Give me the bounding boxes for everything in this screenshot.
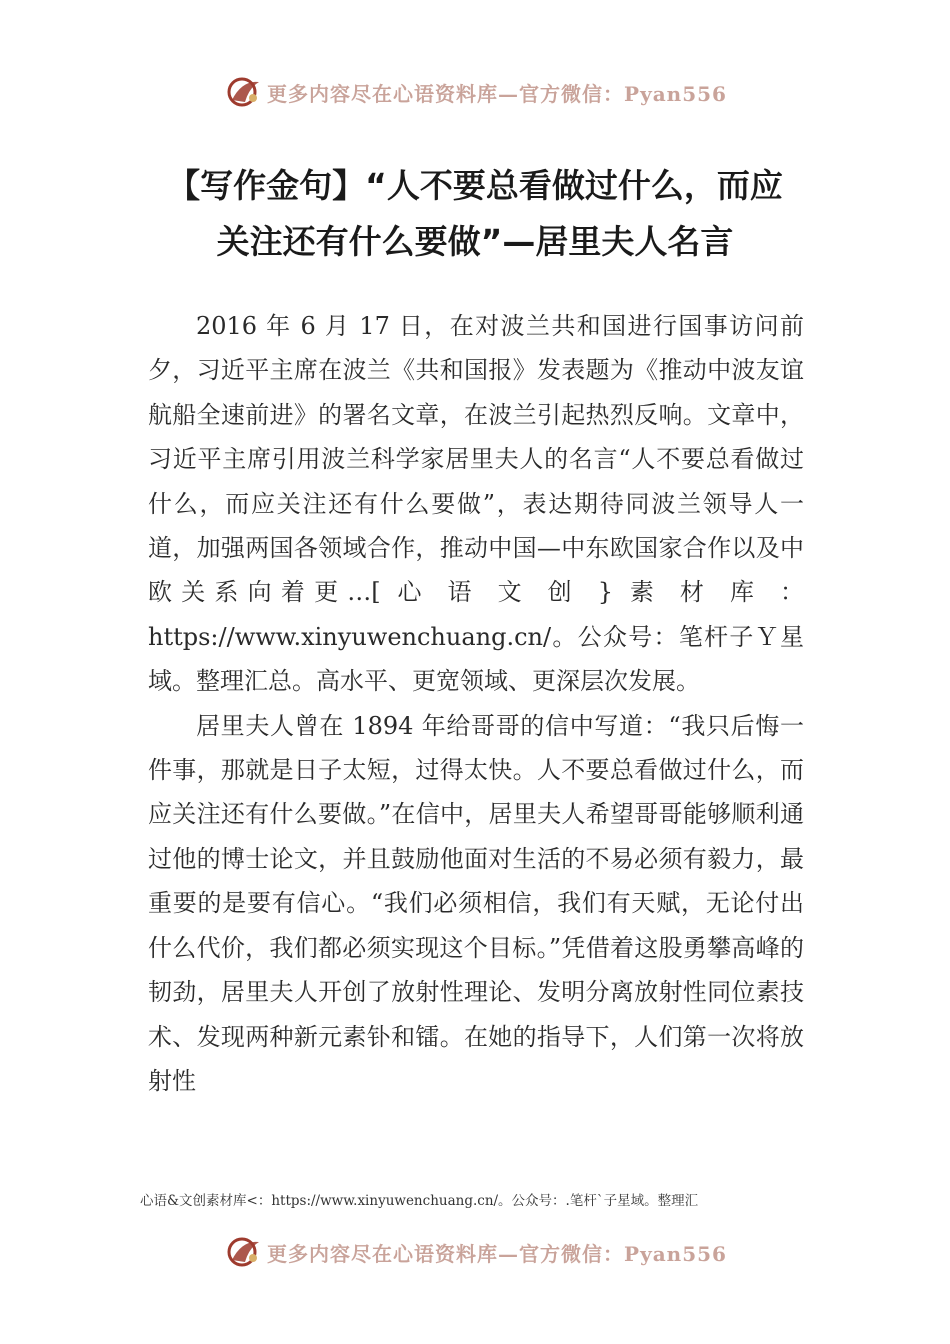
paragraph-1-text: 2016 年 6 月 17 日，在对波兰共和国进行国事访问前夕，习近平主席在波兰《共和国报》发表题为《推动中波友谊航船全速前进》的署名文章，在波兰引起热烈反响。文章中，习近平主席引用波兰科学家居里夫人的名言“人不要总看做过什么，而应关注还有什么要做”，表达期待同波兰领导人一道，加强两国各领域合作，推动中国—中东欧国家合作以及中欧关系向着更… [148,312,804,607]
banner-text: 更多内容尽在心语资料库—官方微信：Pyan556 [267,1241,727,1266]
title-line-2: 关注还有什么要做”—居里夫人名言 [216,222,734,261]
title-line-1: 【写作金句】“人不要总看做过什么，而应 [167,166,783,205]
footer-note: 心语&文创素材库<：https://www.xinyuwenchuang.cn/。公众号：.笔杆`子星域。整理汇 [140,1193,699,1209]
paragraph-2: 居里夫人曾在 1894 年给哥哥的信中写道：“我只后悔一件事，那就是日子太短，过得太快。人不要总看做过什么，而应关注还有什么要做。”在信中，居里夫人希望哥哥能够顺利通过他的博士论文，并且鼓励他面对生活的不易必须有毅力，最重要的是要有信心。“我们必须相信，我们有天赋，无论付出什么代价，我们都必须实现这个目标。”凭借着这股勇攀高峰的韧劲，居里夫人开创了放射性理论、发明分离放射性同位素技术、发现两种新元素钋和镭。在她的指导下，人们第一次将放射性 [148,711,804,1095]
header-banner [0,72,950,112]
source-line: [ 心 语 文 创 } 素 材 库 ： https:// [148,578,805,651]
brand-logo-icon [223,1234,265,1270]
banner-text: 更多内容尽在心语资料库—官方微信：Pyan556 [267,81,727,106]
article-body [148,304,804,1103]
paragraph-1-tail: www.xinyuwenchuang.cn/。公众号：笔杆子Ｙ星域。整理汇总。高水平、更宽领域、更深层次发展。 [148,622,804,696]
page-title [100,158,850,270]
brand-logo-icon [223,74,265,110]
footer-banner [0,1232,950,1272]
paragraph-1 [148,304,804,704]
